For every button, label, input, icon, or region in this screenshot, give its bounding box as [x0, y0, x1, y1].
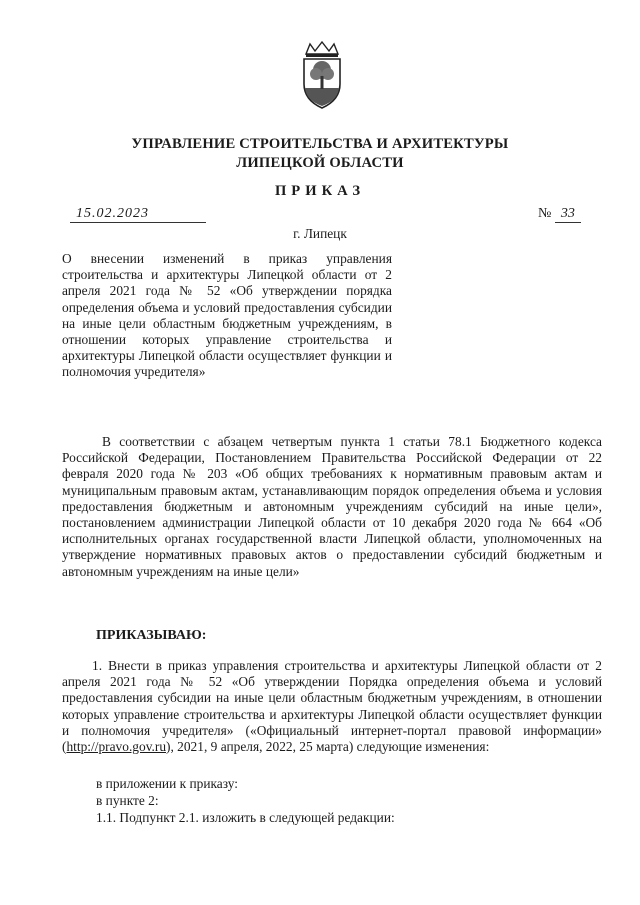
document-type-title: ПРИКАЗ	[274, 183, 366, 199]
order-heading: ПРИКАЗЫВАЮ:	[96, 628, 207, 643]
item1-text-end: ), 2021, 9 апреля, 2022, 25 марта) следующие изменения:	[166, 739, 490, 755]
item1-paragraph	[62, 658, 602, 755]
item1-text-start: 1. Внести в приказ управления строительства и архитектуры Липецкой области от 2 апреля 2021 года № 52 «Об утверждении Порядка определения объема и условий предоставления субсидии на иные цели областным бюджетным учреждениям, в отношении которых управление строительства и архитектуры Липецкой области осуществляет функции и полномочия учредителя» («Официальный интернет-портал правовой информации» (	[62, 658, 602, 755]
appendix-line: в приложении к приказу:	[96, 776, 238, 791]
document-subject: О внесении изменений в приказ управления строительства и архитектуры Липецкой области от 2 апреля 2021 года № 52 «Об утверждении порядка определения объема и условий предоставления субсидии на иные цели областным бюджетным учреждениям, в отношении которых управление строительства и архитектуры Липецкой области осуществляет функции и полномочия учредителя»	[62, 251, 392, 380]
city-name: г. Липецк	[293, 226, 347, 241]
preamble-paragraph: В соответствии с абзацем четвертым пункта 1 статьи 78.1 Бюджетного кодекса Российской Федерации, Постановлением Правительства Российской Федерации от 22 февраля 2020 года № 203 «Об общих требованиях к нормативным правовым актам и муниципальным правовым актам, устанавливающим порядок определения объема и условия предоставления бюджетным и автономным учреждениям субсидий на иные цели», постановлением администрации Липецкой области от 10 декабря 2020 года № 664 «Об исполнительных органах государственной власти Липецкой области, уполномоченных на утверждение нормативных правовых актов о предоставлении субсидий бюджетным и автономным учреждениям на иные цели»	[62, 434, 602, 579]
organization-name-line2: ЛИПЕЦКОЙ ОБЛАСТИ	[236, 155, 404, 171]
pravo-gov-link[interactable]: http://pravo.gov.ru	[66, 739, 167, 755]
lipetsk-coat-of-arms-icon	[298, 40, 346, 110]
number-value: 33	[555, 206, 581, 223]
document-date: 15.02.2023	[70, 206, 206, 223]
document-number	[538, 206, 581, 223]
point-line: в пункте 2:	[96, 793, 159, 808]
organization-name-line1: УПРАВЛЕНИЕ СТРОИТЕЛЬСТВА И АРХИТЕКТУРЫ	[131, 136, 509, 152]
subpoint-line: 1.1. Подпункт 2.1. изложить в следующей редакции:	[96, 810, 395, 825]
number-prefix: №	[538, 206, 552, 221]
